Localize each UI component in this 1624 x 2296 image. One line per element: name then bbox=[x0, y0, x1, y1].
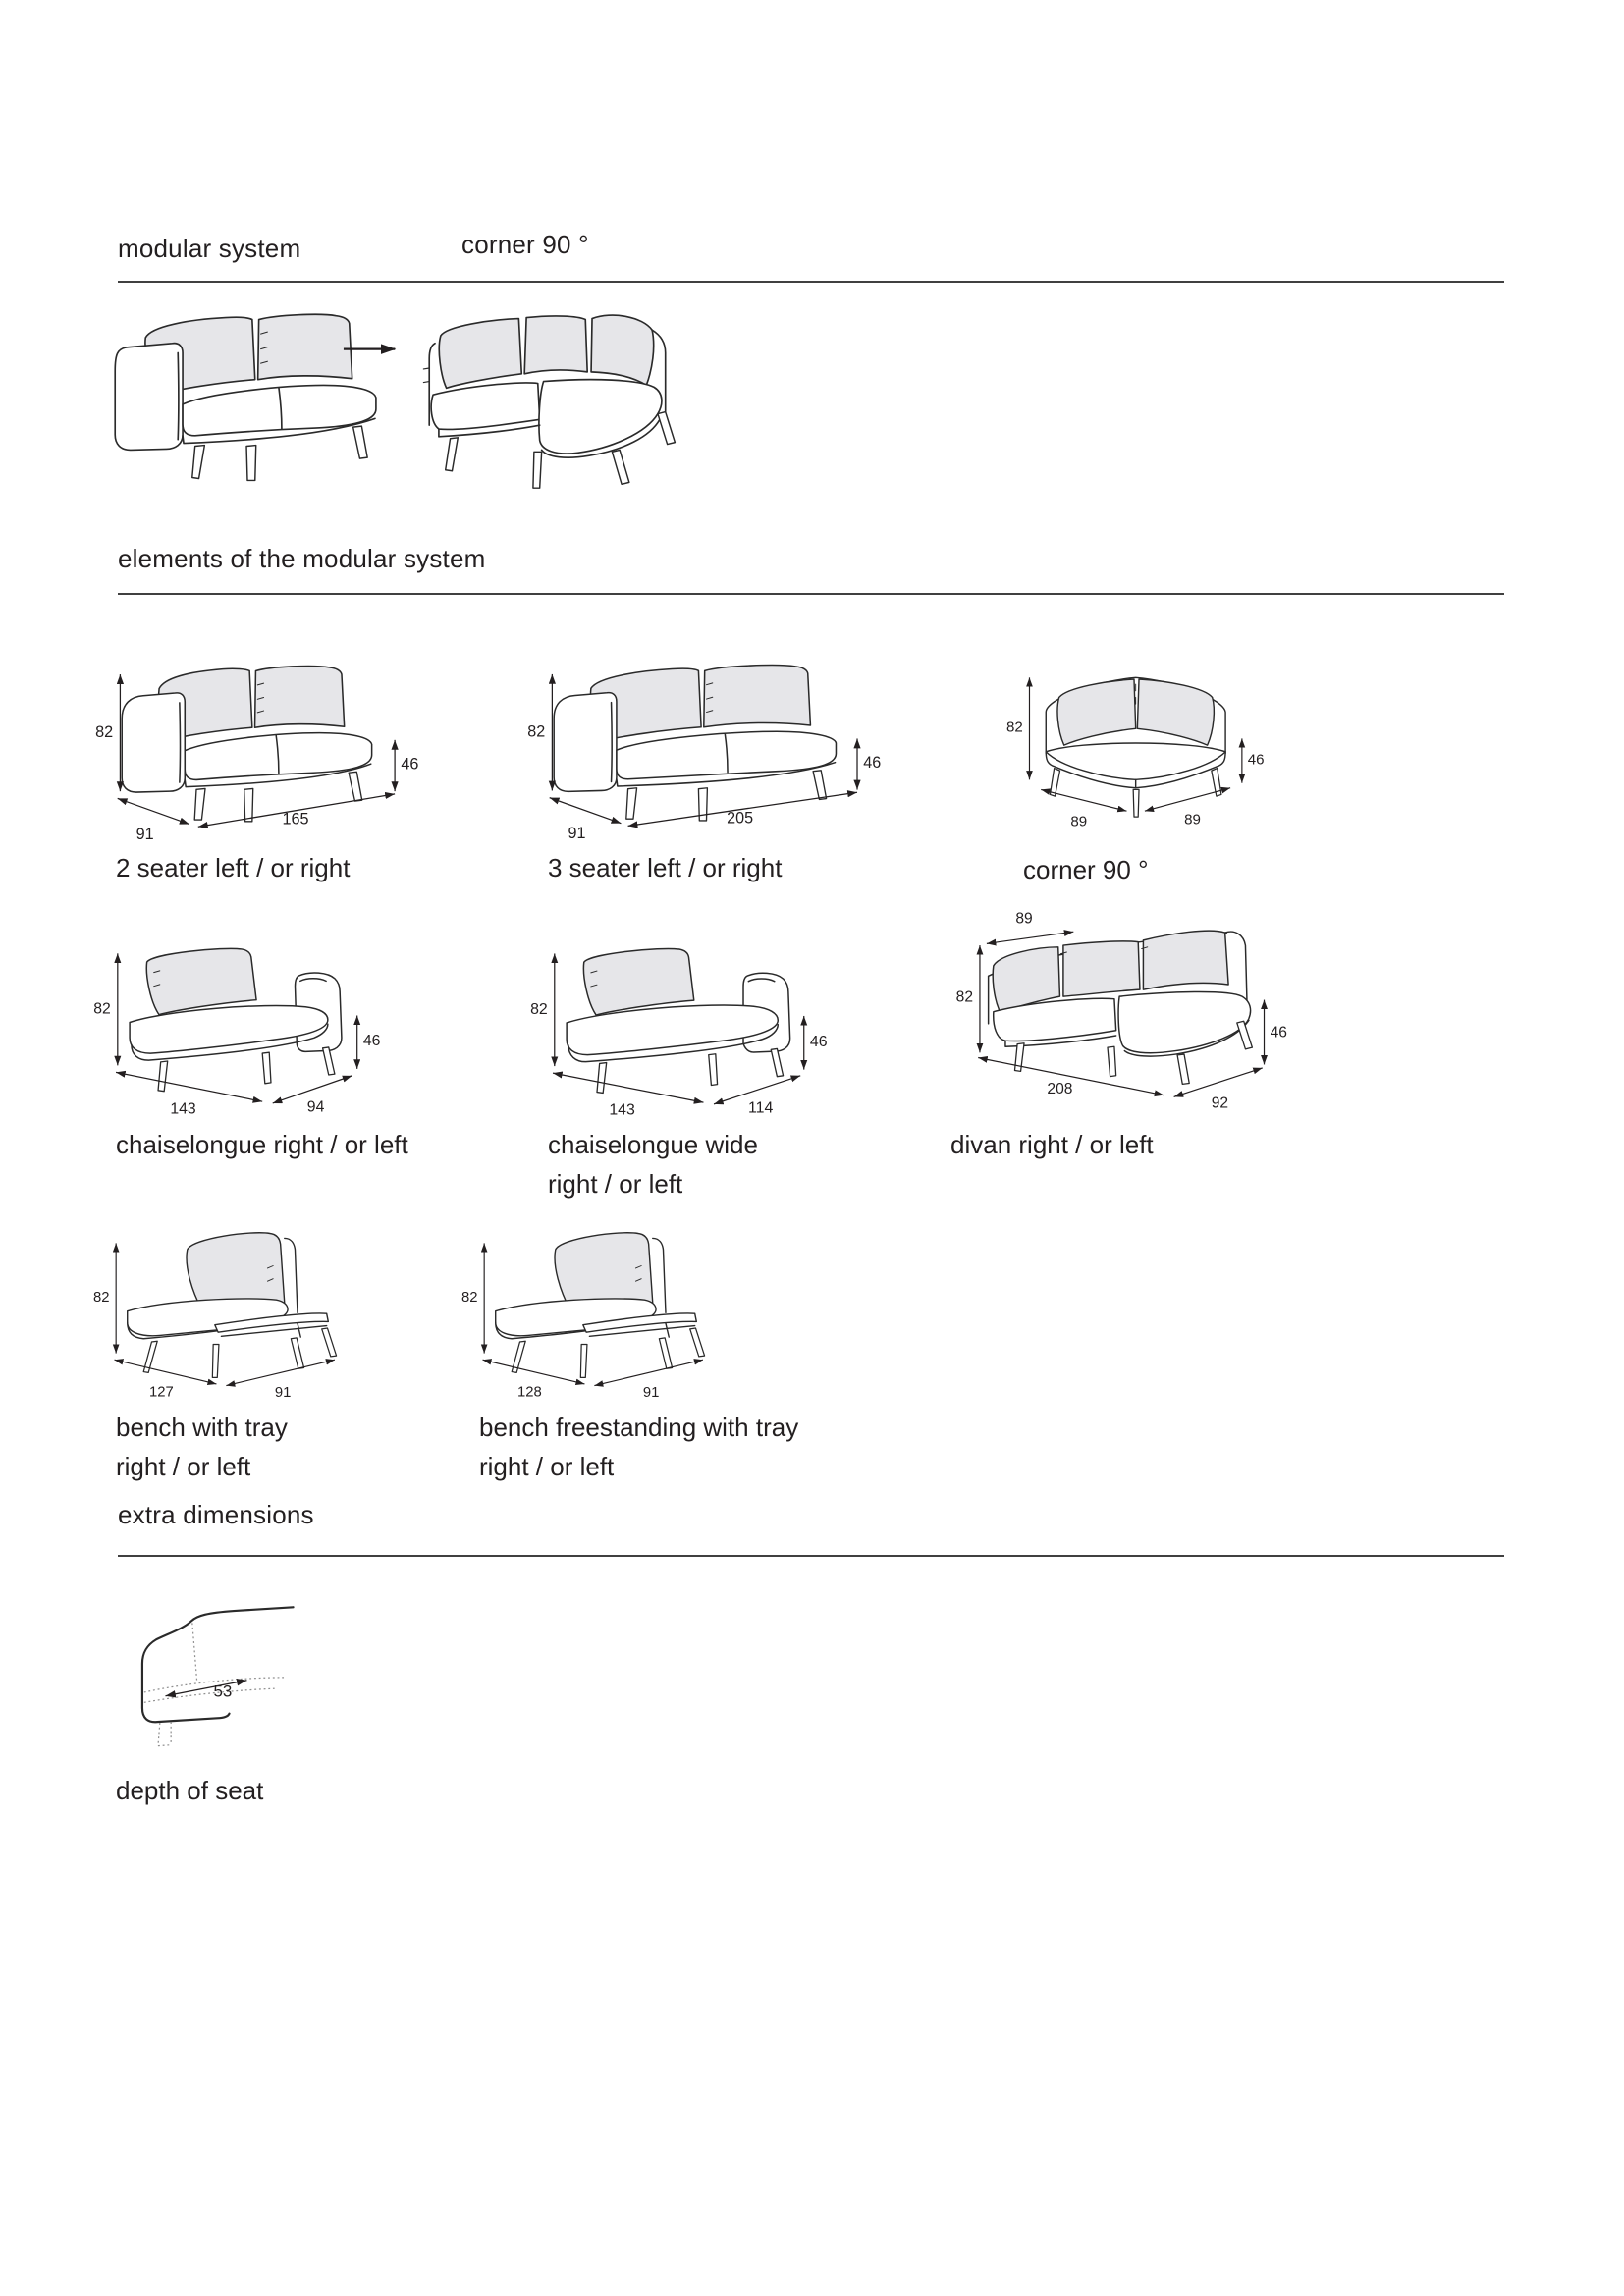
dim-height: 82 bbox=[461, 1289, 478, 1306]
section-rule bbox=[118, 1555, 1504, 1557]
label-line1: chaiselongue wide bbox=[548, 1130, 758, 1159]
diagram-bench-with-tray bbox=[93, 1217, 349, 1412]
label-line1: divan right / or left bbox=[950, 1130, 1154, 1159]
label-3-seater bbox=[548, 848, 782, 887]
label-2-seater bbox=[116, 848, 350, 887]
dim-depth: 91 bbox=[568, 824, 586, 842]
sofa-2-seater-illustration bbox=[115, 314, 376, 480]
dim-height: 82 bbox=[1005, 719, 1023, 736]
dim-height: 82 bbox=[530, 1001, 548, 1019]
label-line1: bench freestanding with tray bbox=[479, 1413, 799, 1442]
section-rule bbox=[118, 593, 1504, 595]
label-divan bbox=[950, 1125, 1154, 1164]
dim-seat-height: 46 bbox=[1270, 1024, 1287, 1041]
sofa-drawing bbox=[989, 931, 1253, 1084]
label-line1: depth of seat bbox=[116, 1776, 264, 1805]
seat-profile-drawing bbox=[142, 1607, 294, 1745]
dim-length: 143 bbox=[609, 1101, 635, 1119]
dim-width: 91 bbox=[274, 1385, 292, 1402]
dim-width: 92 bbox=[1211, 1095, 1229, 1112]
diagram-corner-90 bbox=[1005, 648, 1265, 833]
dim-back-depth: 89 bbox=[1015, 910, 1033, 928]
diagram-depth-of-seat bbox=[93, 1592, 334, 1759]
dim-length: 127 bbox=[148, 1384, 174, 1401]
diagram-chaiselongue bbox=[93, 928, 381, 1118]
dim-seat-depth: 53 bbox=[213, 1682, 233, 1701]
sofa-drawing bbox=[567, 948, 790, 1093]
section-subtitle-corner-90: corner 90 ° bbox=[461, 230, 589, 259]
dim-seat-height: 46 bbox=[863, 754, 882, 773]
label-corner-90 bbox=[1023, 850, 1148, 889]
illustration-modular-system bbox=[90, 299, 719, 500]
diagram-2-seater bbox=[93, 648, 417, 847]
sofa-corner-illustration bbox=[423, 315, 675, 488]
dim-seat-height: 46 bbox=[401, 755, 419, 774]
dim-length: 128 bbox=[516, 1384, 542, 1401]
sofa-drawing bbox=[130, 948, 342, 1091]
label-line1: bench with tray bbox=[116, 1413, 288, 1442]
label-bench-with-tray bbox=[116, 1408, 288, 1486]
dim-depth: 91 bbox=[135, 825, 154, 843]
label-line1: 2 seater left / or right bbox=[116, 853, 351, 882]
label-chaiselongue-wide bbox=[548, 1125, 758, 1203]
dim-height: 82 bbox=[95, 723, 114, 742]
dim-width: 94 bbox=[306, 1098, 325, 1116]
dim-width: 165 bbox=[282, 810, 309, 828]
dim-height: 82 bbox=[527, 722, 546, 741]
dim-length: 208 bbox=[1047, 1080, 1073, 1097]
label-line1: chaiselongue right / or left bbox=[116, 1130, 408, 1159]
section-title-extra-dimensions: extra dimensions bbox=[118, 1500, 314, 1529]
dim-height: 82 bbox=[955, 988, 974, 1006]
dim-length: 143 bbox=[170, 1100, 196, 1118]
diagram-chaiselongue-wide bbox=[530, 928, 828, 1119]
dim-width: 91 bbox=[642, 1385, 660, 1402]
label-line1: 3 seater left / or right bbox=[548, 853, 783, 882]
section-rule bbox=[118, 281, 1504, 283]
section-title-modular-system: modular system bbox=[118, 234, 301, 263]
dim-seat-height: 46 bbox=[1247, 751, 1265, 769]
section-title-elements: elements of the modular system bbox=[118, 544, 486, 573]
sofa-drawing bbox=[554, 666, 836, 821]
label-line2: right / or left bbox=[479, 1452, 615, 1481]
sofa-drawing bbox=[128, 1233, 337, 1378]
dim-seat-height: 46 bbox=[362, 1033, 381, 1050]
label-bench-freestanding-with-tray bbox=[479, 1408, 798, 1486]
dim-height: 82 bbox=[93, 1289, 110, 1306]
diagram-divan bbox=[952, 901, 1288, 1112]
sofa-drawing bbox=[122, 667, 371, 822]
dim-side-left: 89 bbox=[1070, 813, 1088, 830]
sofa-drawing bbox=[496, 1233, 705, 1378]
dim-height: 82 bbox=[93, 1000, 111, 1018]
dim-side-right: 89 bbox=[1184, 811, 1201, 828]
label-line2: right / or left bbox=[548, 1169, 683, 1199]
diagram-3-seater bbox=[525, 648, 882, 846]
label-chaiselongue bbox=[116, 1125, 408, 1164]
label-line1: corner 90 ° bbox=[1023, 855, 1149, 884]
sofa-drawing bbox=[1046, 677, 1225, 817]
label-line2: right / or left bbox=[116, 1452, 251, 1481]
diagram-bench-freestanding-with-tray bbox=[461, 1217, 717, 1412]
label-depth-of-seat bbox=[116, 1771, 263, 1810]
dim-width: 114 bbox=[748, 1099, 774, 1117]
dim-width: 205 bbox=[727, 809, 754, 828]
dim-seat-height: 46 bbox=[809, 1033, 828, 1050]
